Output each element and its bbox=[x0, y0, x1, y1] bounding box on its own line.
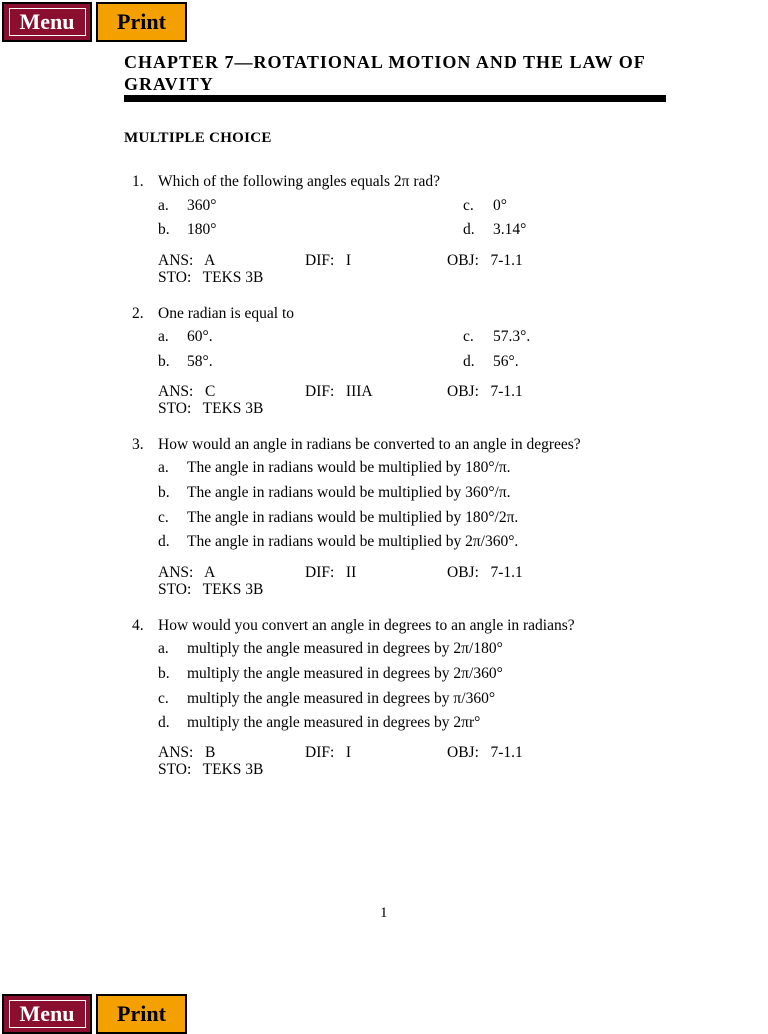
question-number: 1. bbox=[132, 173, 144, 190]
choice-text: 58°. bbox=[187, 353, 213, 370]
choice-text: multiply the angle measured in degrees by 2π/360° bbox=[187, 665, 503, 682]
title-divider bbox=[124, 95, 666, 102]
choice-letter: b. bbox=[158, 484, 170, 501]
print-button[interactable] bbox=[96, 994, 187, 1034]
difficulty: DIF: I bbox=[305, 252, 352, 269]
print-button[interactable] bbox=[96, 2, 187, 42]
difficulty: DIF: IIIA bbox=[305, 383, 373, 400]
standard: STO: TEKS 3B bbox=[158, 581, 264, 598]
question-text: How would an angle in radians be converted to an angle in degrees? bbox=[158, 436, 581, 453]
print-button-label: Print bbox=[117, 9, 166, 34]
choice-letter: d. bbox=[463, 221, 475, 238]
question-text: One radian is equal to bbox=[158, 305, 295, 322]
answer-key: ANS: B bbox=[158, 744, 216, 761]
section-heading: MULTIPLE CHOICE bbox=[124, 130, 272, 146]
choice-text: multiply the angle measured in degrees by 2πr° bbox=[187, 714, 481, 731]
chapter-title: CHAPTER 7—ROTATIONAL MOTION AND THE LAW OF GRAVITY bbox=[124, 52, 646, 94]
standard: STO: TEKS 3B bbox=[158, 400, 264, 417]
question-number: 3. bbox=[132, 436, 144, 453]
choice-text: multiply the angle measured in degrees by π/360° bbox=[187, 690, 496, 707]
difficulty: DIF: II bbox=[305, 564, 357, 581]
choice-letter: b. bbox=[158, 665, 170, 682]
choice-text: 60°. bbox=[187, 328, 213, 345]
print-button-label: Print bbox=[117, 1001, 166, 1026]
choice-letter: d. bbox=[463, 353, 475, 370]
menu-button[interactable] bbox=[2, 994, 92, 1034]
objective: OBJ: 7-1.1 bbox=[447, 744, 523, 761]
objective: OBJ: 7-1.1 bbox=[447, 383, 523, 400]
question-number: 4. bbox=[132, 617, 144, 634]
question-number: 2. bbox=[132, 305, 144, 322]
answer-key: ANS: A bbox=[158, 564, 216, 581]
choice-text: The angle in radians would be multiplied by 2π/360°. bbox=[187, 533, 519, 550]
question-text: How would you convert an angle in degrees to an angle in radians? bbox=[158, 617, 575, 634]
choice-text: multiply the angle measured in degrees by 2π/180° bbox=[187, 640, 503, 657]
choice-letter: c. bbox=[158, 509, 169, 526]
question-text: Which of the following angles equals 2π rad? bbox=[158, 173, 441, 190]
choice-text: The angle in radians would be multiplied by 180°/π. bbox=[187, 459, 511, 476]
answer-key: ANS: A bbox=[158, 252, 216, 269]
choice-letter: b. bbox=[158, 221, 170, 238]
choice-letter: a. bbox=[158, 328, 169, 345]
menu-button-label: Menu bbox=[9, 8, 86, 36]
choice-text: The angle in radians would be multiplied by 360°/π. bbox=[187, 484, 511, 501]
choice-text: 0° bbox=[493, 197, 507, 214]
answer-key: ANS: C bbox=[158, 383, 216, 400]
choice-text: 56°. bbox=[493, 353, 519, 370]
choice-text: 360° bbox=[187, 197, 217, 214]
choice-letter: b. bbox=[158, 353, 170, 370]
choice-text: 180° bbox=[187, 221, 217, 238]
page-number: 1 bbox=[380, 905, 388, 921]
choice-text: 57.3°. bbox=[493, 328, 531, 345]
objective: OBJ: 7-1.1 bbox=[447, 252, 523, 269]
choice-letter: c. bbox=[463, 197, 474, 214]
menu-button-label: Menu bbox=[9, 1000, 86, 1028]
choice-letter: a. bbox=[158, 640, 169, 657]
objective: OBJ: 7-1.1 bbox=[447, 564, 523, 581]
choice-letter: d. bbox=[158, 533, 170, 550]
choice-letter: a. bbox=[158, 459, 169, 476]
choice-text: The angle in radians would be multiplied by 180°/2π. bbox=[187, 509, 519, 526]
difficulty: DIF: I bbox=[305, 744, 352, 761]
choice-letter: c. bbox=[463, 328, 474, 345]
choice-letter: d. bbox=[158, 714, 170, 731]
menu-button[interactable] bbox=[2, 2, 92, 42]
choice-text: 3.14° bbox=[493, 221, 527, 238]
choice-letter: c. bbox=[158, 690, 169, 707]
standard: STO: TEKS 3B bbox=[158, 269, 264, 286]
choice-letter: a. bbox=[158, 197, 169, 214]
standard: STO: TEKS 3B bbox=[158, 761, 264, 778]
